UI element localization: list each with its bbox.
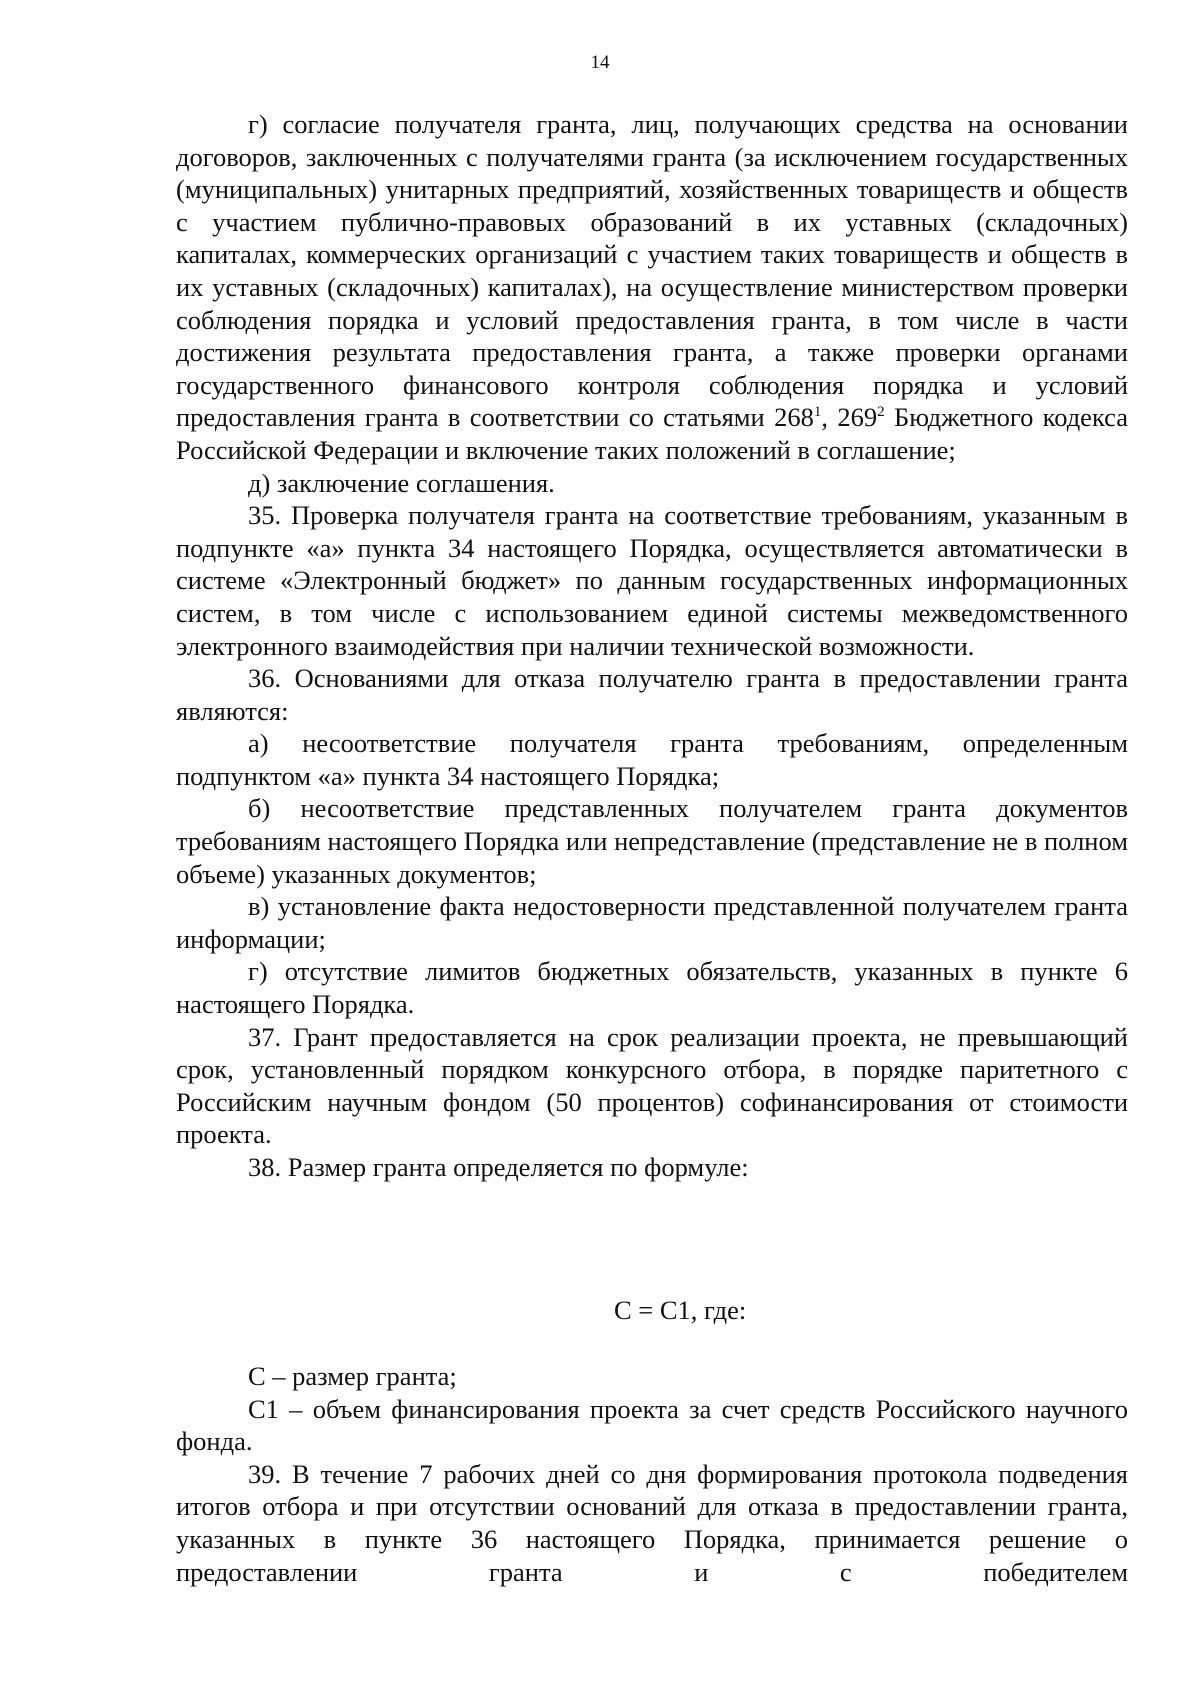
superscript-2: 2 (877, 404, 885, 421)
paragraph-37: 37. Грант предоставляется на срок реализации проекта, не превышающий срок, установленный порядком конкурсного отбора, в порядке паритетного с Российским научным фондом (50 процентов) софинансирования от стоимости проекта. (176, 1021, 1128, 1150)
formula-definition-c1: С1 – объем финансирования проекта за счет средств Российского научного фонда. (176, 1393, 1128, 1457)
document-body-top (176, 108, 1128, 1184)
document-body-bottom (176, 1360, 1128, 1588)
paragraph-36-v: в) установление факта недостоверности представленной получателем гранта информации; (176, 891, 1128, 954)
paragraph-g-consent-mid: , 269 (821, 402, 878, 433)
paragraph-g-consent-tail: Бюджетного кодекса Российской Федерации и включение таких положений в соглашение; (176, 402, 1129, 465)
paragraph-d-agreement: д) заключение соглашения. (248, 467, 555, 498)
paragraph-39: 39. В течение 7 рабочих дней со дня формирования протокола подведения итогов отбора и при отсутствии оснований для отказа в предоставлении гранта, указанных в пункте 36 настоящего Порядка, принимается решение о предоставлении гранта и с победителем (176, 1458, 1128, 1587)
paragraph-38: 38. Размер гранта определяется по формуле: (248, 1152, 749, 1182)
grant-formula: С = С1, где: (614, 1295, 747, 1325)
paragraph-35: 35. Проверка получателя гранта на соответствие требованиям, указанным в подпункте «а» пункта 34 настоящего Порядка, осуществляется автоматически в системе «Электронный бюджет» по данным государственных информационных систем, в том числе с использованием единой системы межведомственного электронного взаимодействия при наличии технической возможности. (176, 500, 1128, 661)
paragraph-36: 36. Основаниями для отказа получателю гранта в предоставлении гранта являются: (176, 663, 1128, 726)
paragraph-36-b: б) несоответствие представленных получателем гранта документов требованиям настоящего Порядка или непредставление (представление не в полном объеме) указанных документов; (176, 793, 1128, 889)
paragraph-36-a: а) несоответствие получателя гранта требованиям, определенным подпунктом «а» пункта 34 настоящего Порядка; (176, 728, 1128, 791)
formula-definition-c: С – размер гранта; (248, 1361, 457, 1391)
paragraph-36-g: г) отсутствие лимитов бюджетных обязательств, указанных в пункте 6 настоящего Порядка. (176, 956, 1128, 1020)
paragraph-g-consent-text: г) согласие получателя гранта, лиц, получающих средства на основании договоров, заключенных с получателями гранта (за исключением государственных (муниципальных) унитарных предприятий, хозяйственных товариществ и обществ с участием публично-правовых образований в их уставных (складочных) капиталах, коммерческих организаций с участием таких товариществ и обществ в их уставных (складочных) капиталах), на осуществление министерством проверки соблюдения порядка и условий предоставления гранта, в том числе в части достижения результата предоставления гранта, а также проверки органами государственного финансового контроля соблюдения порядка и условий предоставления гранта в соответствии со статьями 268 (176, 109, 1128, 433)
paragraph-g-consent (176, 108, 1128, 467)
page-number: 14 (590, 52, 610, 73)
superscript-1: 1 (813, 404, 822, 421)
